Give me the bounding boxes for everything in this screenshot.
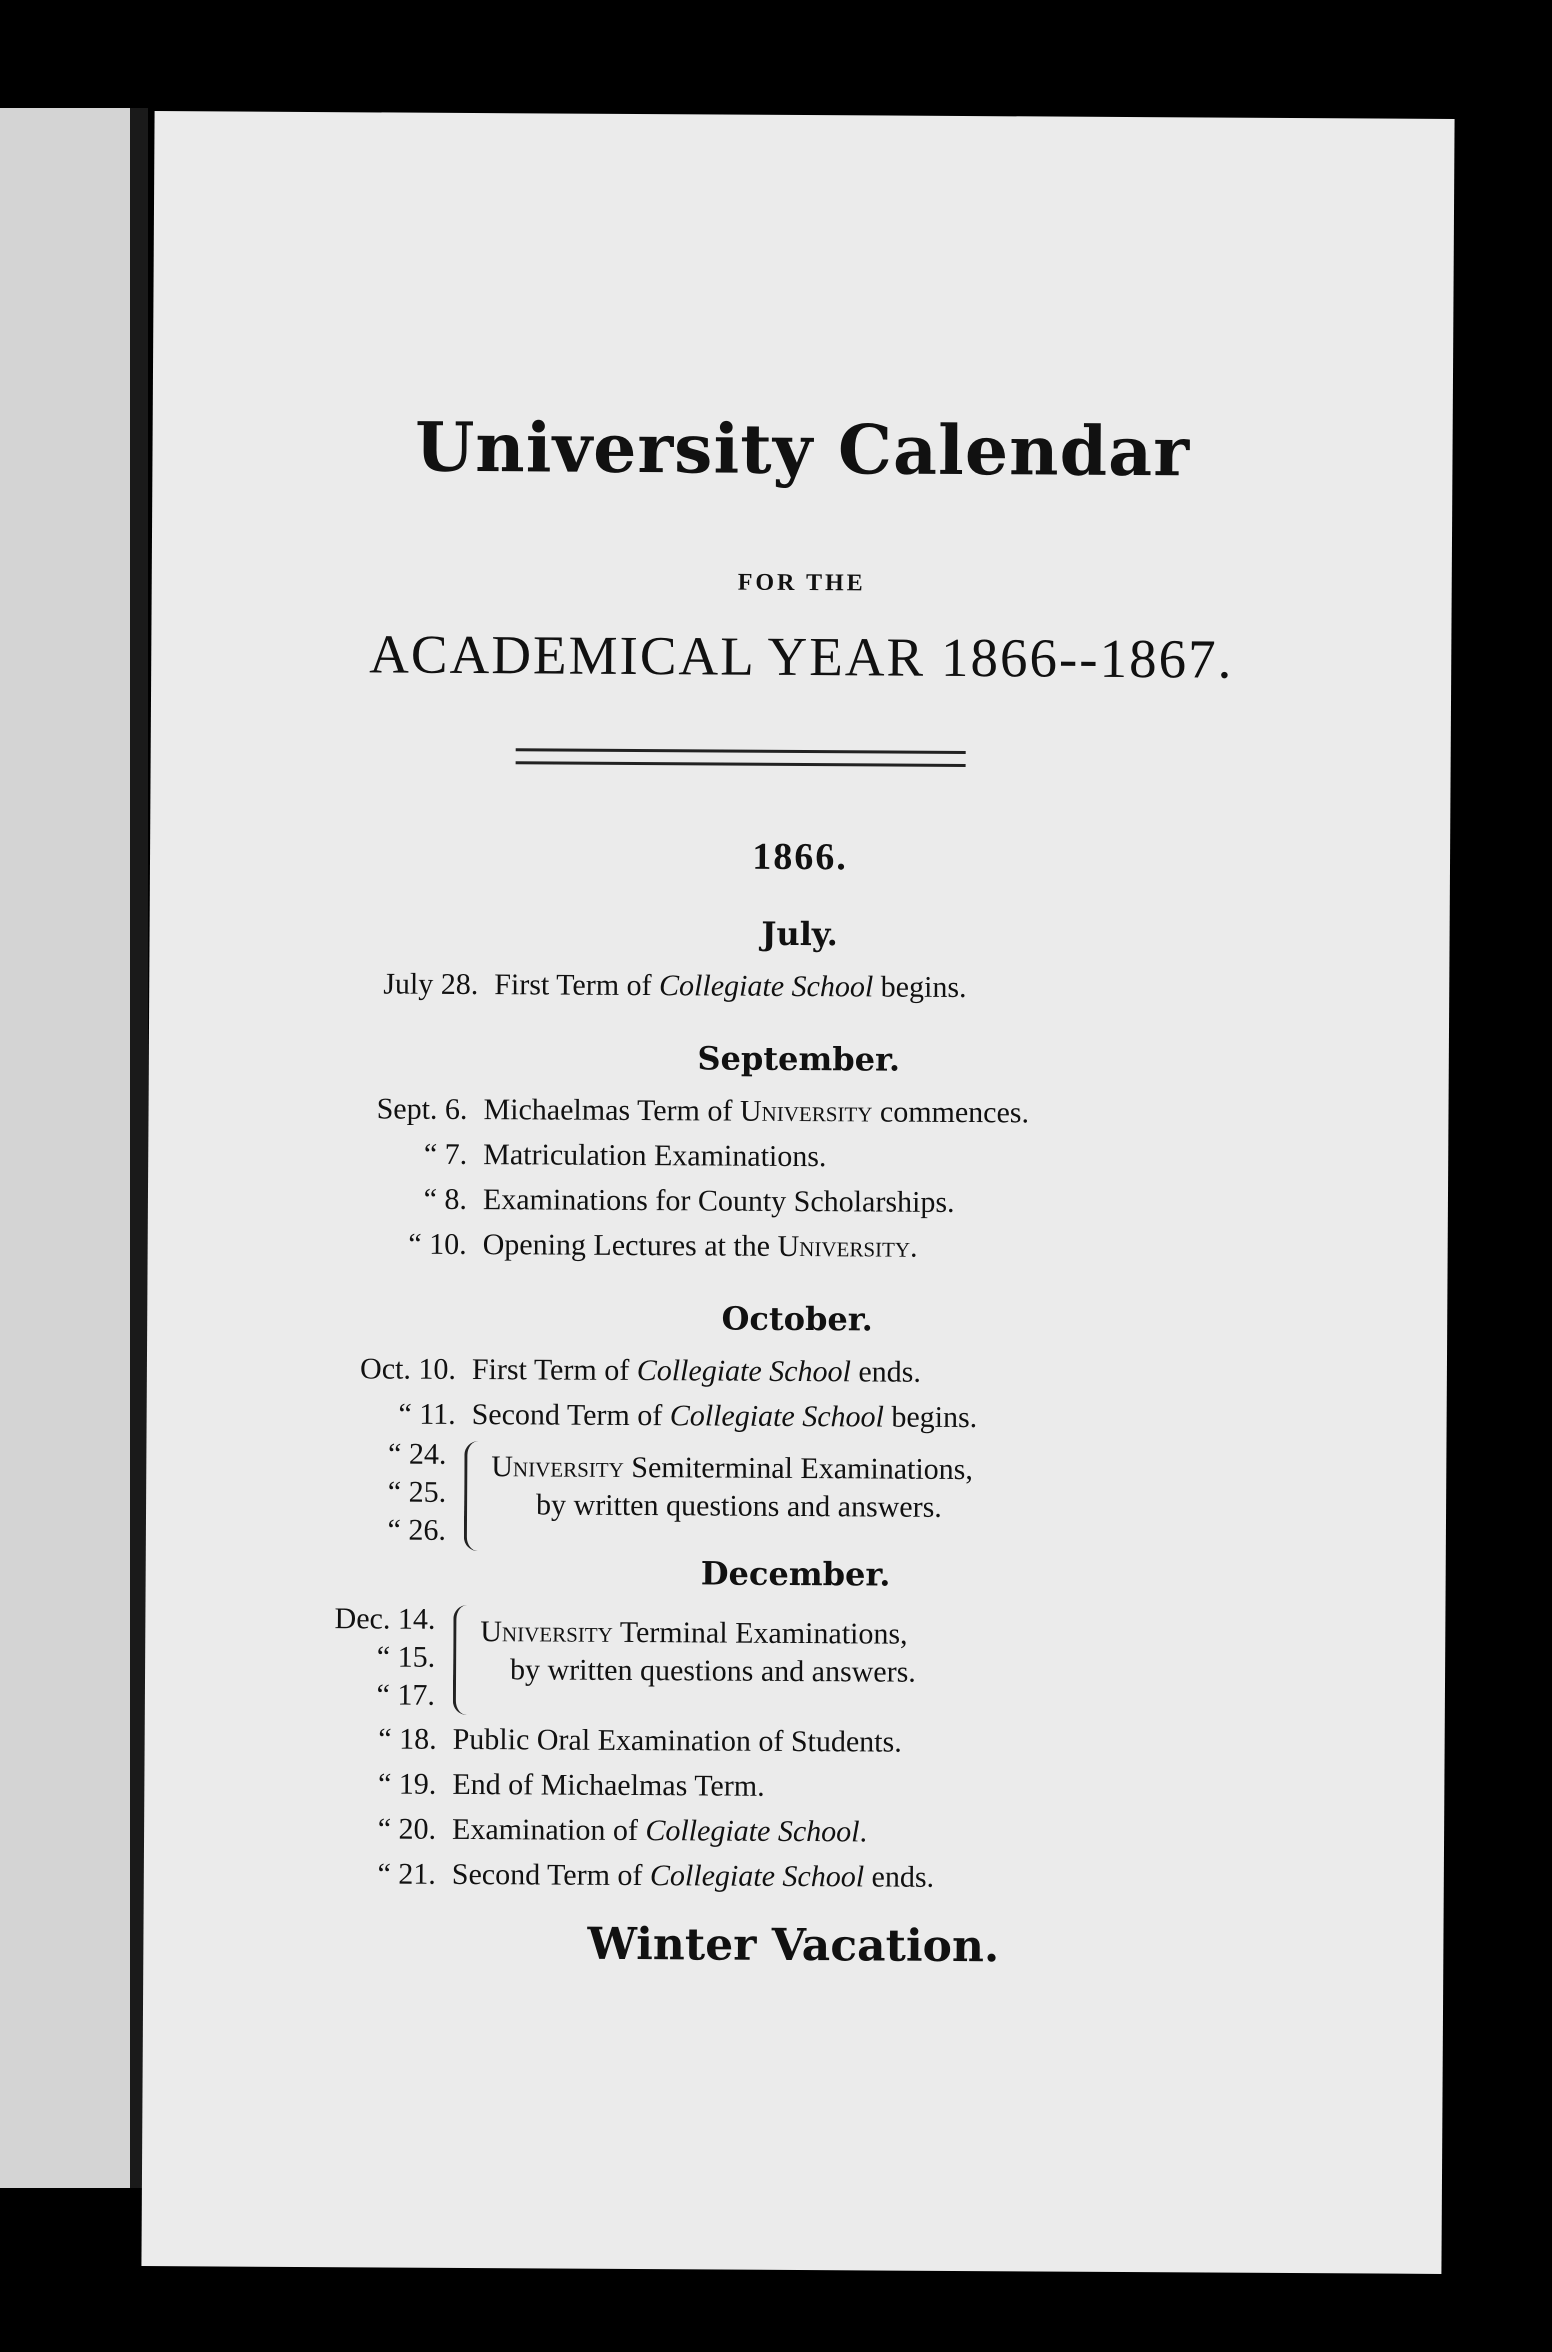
winter-vacation-heading: Winter Vacation. <box>587 1918 1000 1973</box>
month-heading-october: October. <box>721 1299 873 1339</box>
grouped-entry-text: University Terminal Examinations, by written questions and answers. <box>480 1615 916 1689</box>
entry-date: “ 21. <box>377 1857 436 1891</box>
calendar-entry: “ 8. Examinations for County Scholarships. <box>423 1182 955 1219</box>
grouped-dates <box>146 1436 447 1558</box>
entry-date: Oct. 10. <box>359 1352 457 1386</box>
calendar-entry: “ 11. Second Term of Collegiate School begins. <box>398 1397 978 1435</box>
subtitle-for-the: FOR THE <box>737 569 866 597</box>
page-title: University Calendar <box>414 407 1191 493</box>
entry-date: “ 18. <box>378 1722 437 1756</box>
calendar-page <box>141 111 1454 2274</box>
year-heading: 1866. <box>752 835 848 879</box>
entry-date: Dec. 14. <box>334 1602 436 1636</box>
academical-year-heading: ACADEMICAL YEAR 1866--1867. <box>369 623 1234 690</box>
entry-date: July 28. <box>383 967 479 1002</box>
entry-date: “ 26. <box>387 1513 447 1547</box>
entry-date: “ 25. <box>387 1475 447 1509</box>
calendar-entry: “ 18. Public Oral Examination of Students. <box>378 1722 902 1759</box>
month-heading-december: December. <box>700 1554 891 1594</box>
entry-date: “ 17. <box>376 1678 436 1712</box>
month-heading-september: September. <box>697 1039 901 1079</box>
calendar-entry: “ 20. Examination of Collegiate School. <box>377 1812 868 1849</box>
calendar-entry: “ 7. Matriculation Examinations. <box>423 1137 827 1174</box>
month-heading-july: July. <box>761 914 839 954</box>
entry-date: “ 15. <box>376 1640 436 1674</box>
entry-date: “ 10. <box>408 1227 467 1261</box>
calendar-entry: “ 10. Opening Lectures at the University. <box>408 1227 918 1264</box>
grouped-entry-text: University Semiterminal Examinations, by written questions and answers. <box>491 1450 974 1524</box>
entry-date: “ 20. <box>377 1812 437 1846</box>
adjacent-page-edge <box>0 108 130 2188</box>
calendar-entry: Sept. 6. Michaelmas Term of University commences. <box>376 1092 1030 1130</box>
entry-date: “ 8. <box>423 1182 468 1216</box>
calendar-entry: July 28. First Term of Collegiate School begins. <box>383 967 967 1005</box>
calendar-entry: “ 19. End of Michaelmas Term. <box>377 1767 765 1803</box>
double-rule-divider <box>516 748 966 767</box>
entry-date: “ 7. <box>423 1137 468 1171</box>
entry-date: “ 11. <box>398 1397 456 1431</box>
calendar-entry: “ 21. Second Term of Collegiate School ends. <box>377 1857 935 1894</box>
calendar-entry: Oct. 10. First Term of Collegiate School ends. <box>359 1352 921 1389</box>
entry-date: “ 24. <box>387 1437 447 1471</box>
entry-date: Sept. 6. <box>376 1092 468 1126</box>
grouped-dates <box>145 1601 436 1723</box>
brace-symbol <box>464 1441 482 1551</box>
brace-symbol <box>453 1605 471 1715</box>
entry-date: “ 19. <box>377 1767 437 1801</box>
